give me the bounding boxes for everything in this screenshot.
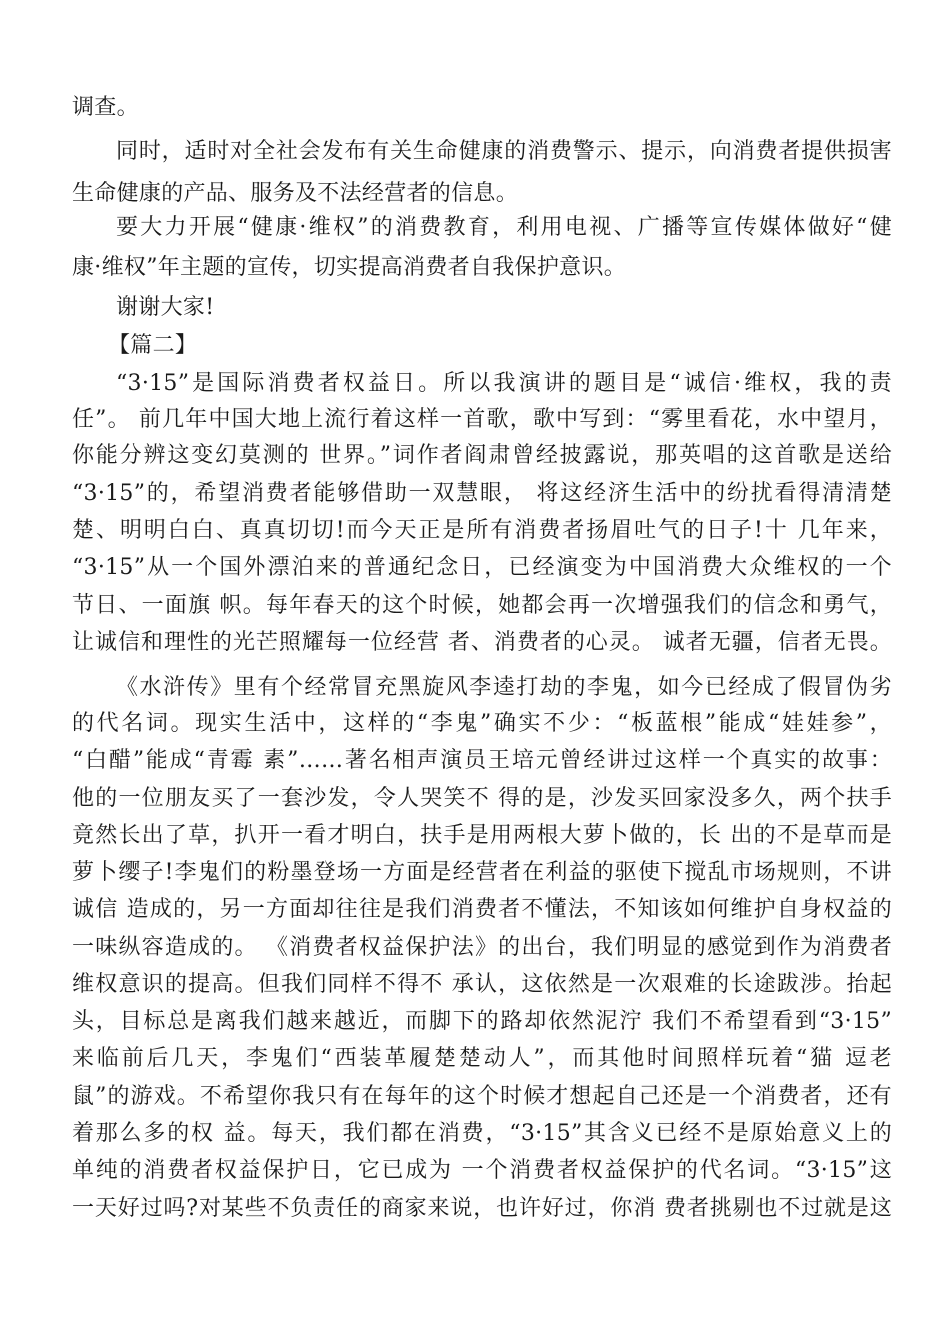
text-line: 他的一位朋友买了一套沙发，令人哭笑不 得的是，沙发买回家没多久，两个扶手 [72,786,892,811]
text-line: 你能分辨这变幻莫测的 世界。”词作者阎肃曾经披露说，那英唱的这首歌是送给 [72,443,892,468]
text-line: 楚、明明白白、真真切切!而今天正是所有消费者扬眉吐气的日子!十 几年来， [72,518,892,543]
section-heading: 【篇二】 [108,333,198,358]
text-line: 着那么多的权 益。每天，我们都在消费，“3·15”其含义已经不是原始意义上的 [72,1121,892,1146]
text-line: “3·15”从一个国外漂泊来的普通纪念日，已经演变为中国消费大众维权的一个 [72,555,892,580]
text-line: 调查。 [72,95,139,120]
text-line: 的代名词。现实生活中，这样的“李鬼”确实不少：“板蓝根”能成“娃娃参”， [72,711,892,736]
text-line: 任”。 前几年中国大地上流行着这样一首歌，歌中写到：“雾里看花，水中望月， [72,407,892,432]
text-line: 节日、一面旗 帜。每年春天的这个时候，她都会再一次增强我们的信念和勇气， [72,593,892,618]
text-line: “3·15”的，希望消费者能够借助一双慧眼， 将这经济生活中的纷扰看得清清楚 [72,481,892,506]
text-line: 要大力开展“健康·维权”的消费教育，利用电视、广播等宣传媒体做好“健 [116,215,892,240]
text-line: 单纯的消费者权益保护日，它已成为 一个消费者权益保护的代名词。“3·15”这 [72,1158,892,1183]
text-line: 一天好过吗?对某些不负责任的商家来说，也许好过，你消 费者挑剔也不过就是这 [72,1196,892,1221]
text-line: 《水浒传》里有个经常冒充黑旋风李逵打劫的李鬼，如今已经成了假冒伪劣 [116,675,892,700]
text-line: 同时，适时对全社会发布有关生命健康的消费警示、提示，向消费者提供损害 [116,139,892,164]
text-line: “3·15”是国际消费者权益日。所以我演讲的题目是“诚信·维权，我的责 [116,371,892,396]
text-line: 萝卜缨子!李鬼们的粉墨登场一方面是经营者在利益的驱使下搅乱市场规则，不讲 [72,860,892,885]
text-line: 生命健康的产品、服务及不法经营者的信息。 [72,181,519,206]
text-line: 维权意识的提高。但我们同样不得不 承认，这依然是一次艰难的长途跋涉。抬起 [72,972,892,997]
text-line: “白醋”能成“青霉 素”……著名相声演员王培元曾经讲过这样一个真实的故事： [72,748,892,773]
text-line: 诚信 造成的，另一方面却往往是我们消费者不懂法，不知该如何维护自身权益的 [72,897,892,922]
text-line: 一味纵容造成的。 《消费者权益保护法》的出台，我们明显的感觉到作为消费者 [72,935,892,960]
text-line: 谢谢大家! [116,295,215,320]
text-line: 竟然长出了草，扒开一看才明白，扶手是用两根大萝卜做的，长 出的不是草而是 [72,823,892,848]
text-line: 康·维权”年主题的宣传，切实提高消费者自我保护意识。 [72,255,627,280]
text-line: 头，目标总是离我们越来越近，而脚下的路却依然泥泞 我们不希望看到“3·15” [72,1009,892,1034]
text-line: 让诚信和理性的光芒照耀每一位经营 者、消费者的心灵。 诚者无疆，信者无畏。 [72,630,892,655]
text-line: 来临前后几天，李鬼们“西装革履楚楚动人”，而其他时间照样玩着“猫 逗老 [72,1046,892,1071]
text-line: 鼠”的游戏。不希望你我只有在每年的这个时候才想起自己还是一个消费者，还有 [72,1084,892,1109]
